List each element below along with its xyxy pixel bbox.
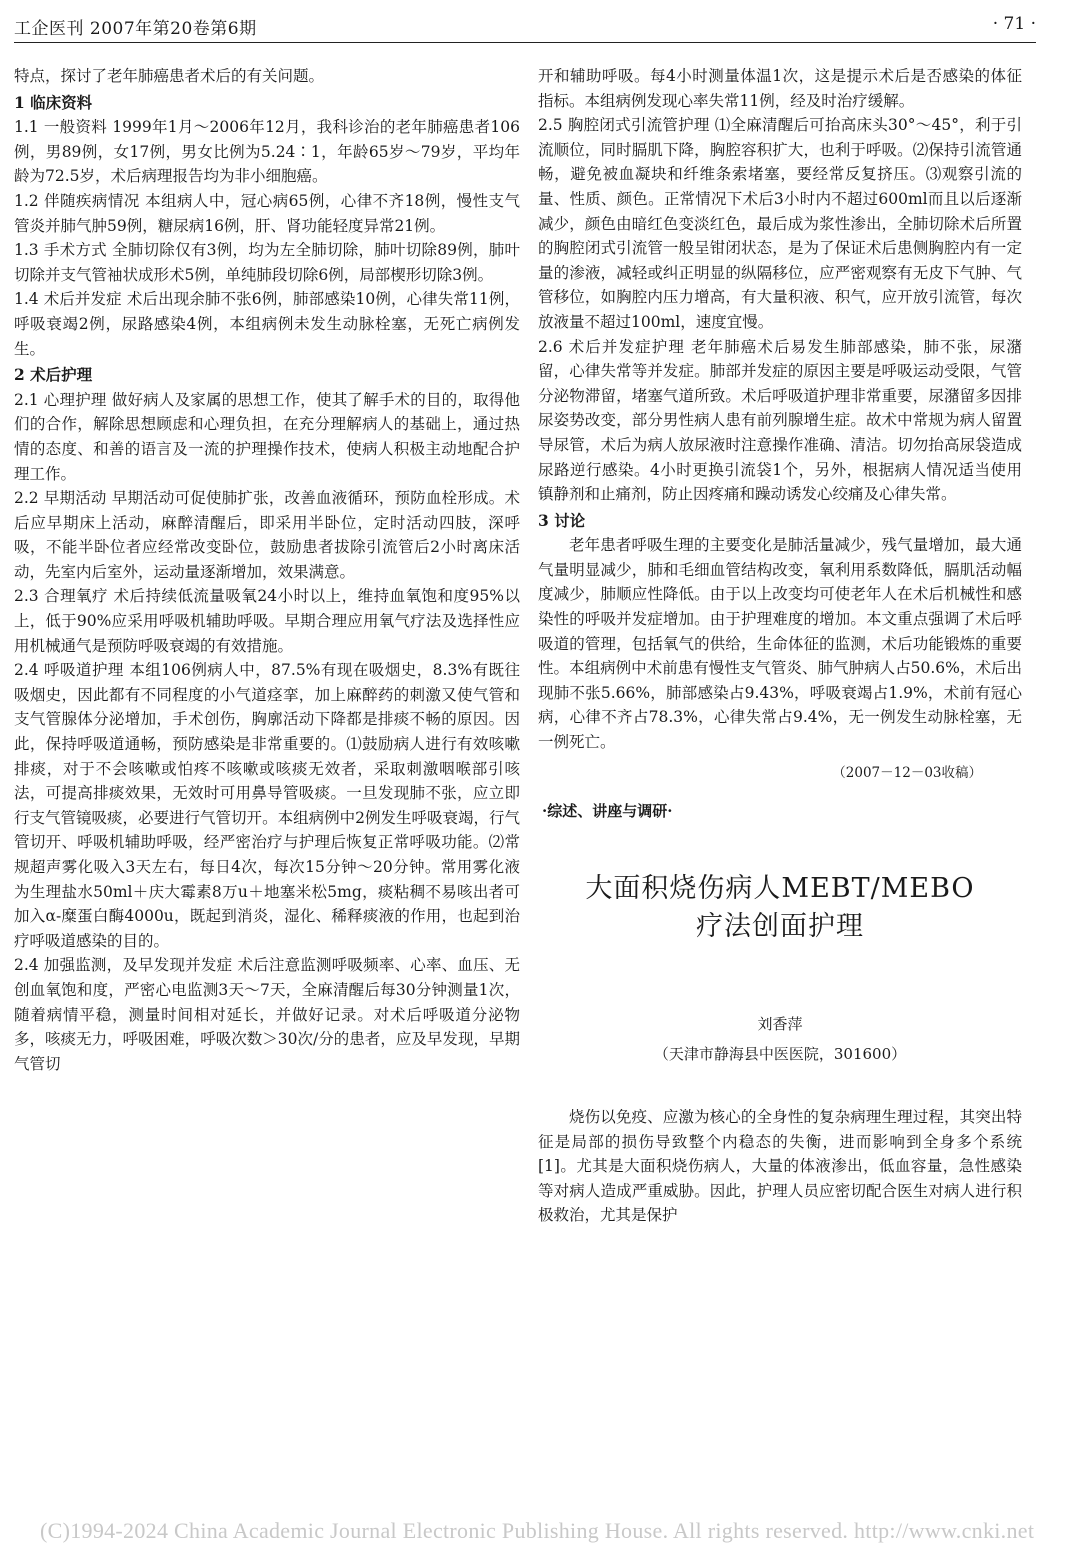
body-paragraph: 开和辅助呼吸。每4小时测量体温1次，这是提示术后是否感染的体征指标。本组病例发现心率失常11例，经及时治疗缓解。 xyxy=(538,67,1022,110)
body-paragraph: 特点，探讨了老年肺癌患者术后的有关问题。 xyxy=(14,67,325,85)
subsection-paragraph xyxy=(14,388,520,486)
subsection-text: ⑴全麻清醒后可抬高床头30°～45°，利于引流顺位，同时膈肌下降，胸腔容积扩大，也利于呼吸。⑵保持引流管通畅，避免被血凝块和纤维条索堵塞，要经常反复挤压。⑶观察引流的量、性质、颜色。正常情况下术后3小时内不超过600ml而且以后逐渐减少，颜色由暗红色变淡红色，最后成为浆性渗出，全肺切除术后所置的胸腔闭式引流管一般呈钳闭状态，是为了保证术后患侧胸腔内有一定量的渗液，减轻或纠正明显的纵隔移位，应严密观察有无皮下气肿、气管移位，如胸腔内压力增高，有大量积液、积气，应开放引流管，每次放液量不超过100ml，速度宜慢。 xyxy=(538,116,1022,331)
left-column xyxy=(14,64,520,1076)
subsection-label: 2.4 加强监测，及早发现并发症 xyxy=(14,956,238,975)
subsection-paragraph xyxy=(14,486,520,584)
header-rule xyxy=(14,42,1036,43)
subsection-label: 2.4 呼吸道护理 xyxy=(14,661,130,680)
subsection-paragraph xyxy=(14,658,520,953)
next-article-title xyxy=(538,870,1022,946)
subsection-label: 1.2 伴随疾病情况 xyxy=(14,191,146,210)
subsection-label: 2.2 早期活动 xyxy=(14,489,112,508)
subsection-paragraph xyxy=(14,953,520,1076)
subsection-text: 术后注意监测呼吸频率、心率、血压、无创血氧饱和度，严密心电监测3天～7天，全麻清醒后每30分钟测量1次，随着病情平稳，测量时间相对延长，并做好记录。对术后呼吸道分泌物多，咳痰无力，呼吸困难，呼吸次数＞30次/分的患者，应及早发现，早期气管切 xyxy=(14,956,520,1073)
body-paragraph: 老年患者呼吸生理的主要变化是肺活量减少，残气量增加，最大通气量明显减少，肺和毛细血管结构改变，氧利用系数降低，膈肌活动幅度减少，肺顺应性降低。由于以上改变均可使老年人在术后机械性和感染性的呼吸并发症增加。由于护理难度的增加。本文重点强调了术后呼吸道的管理，包括氧气的供给，生命体征的监测，术后功能锻炼的重要性。本组病例中术前患有慢性支气管炎、肺气肿病人占50.6%，术后出现肺不张5.66%，肺部感染占9.43%，呼吸衰竭占1.9%，术前有冠心病，心律不齐占78.3%，心律失常占9.4%，无一例发生动脉栓塞，无一例死亡。 xyxy=(538,536,1022,752)
right-column xyxy=(538,64,1022,1228)
section-heading: 3 讨论 xyxy=(538,510,586,530)
subsection-paragraph xyxy=(14,287,520,361)
title-line-2: 疗法创面护理 xyxy=(696,910,864,942)
author-name: 刘香萍 xyxy=(757,1014,803,1033)
subsection-paragraph xyxy=(14,189,520,238)
subsection-paragraph xyxy=(538,335,1022,507)
intro-paragraph: 烧伤以免疫、应激为核心的全身性的复杂病理生理过程，其突出特征是局部的损伤导致整个内稳态的失衡，进而影响到全身多个系统[1]。尤其是大面积烧伤病人，大量的体液渗出，低血容量，急性感染等对病人造成严重威胁。因此，护理人员应密切配合医生对病人进行积极救治，尤其是保护 xyxy=(538,1108,1022,1225)
subsection-label: 1.3 手术方式 xyxy=(14,241,113,260)
subsection-text: 老年肺癌术后易发生肺部感染，肺不张，尿潴留，心律失常等并发症。肺部并发症的原因主要是呼吸运动受限，气管分泌物滞留，堵塞气道所致。术后呼吸道护理非常重要，尿潴留多因排尿姿势改变，部分男性病人患有前列腺增生症。故术中常规为病人留置导尿管，术后为病人放尿液时注意操作准确、清洁。切勿抬高尿袋造成尿路逆行感染。4小时更换引流袋1个，另外，根据病人情况适当使用镇静剂和止痛剂，防止因疼痛和躁动诱发心绞痛及心律失常。 xyxy=(538,337,1022,504)
running-header xyxy=(14,14,1036,42)
right-column-body xyxy=(538,64,1022,755)
subsection-text: 早期活动可促使肺扩张，改善血液循环，预防血栓形成。术后应早期床上活动，麻醉清醒后，即采用半卧位，定时活动四肢，深呼吸，不能半卧位者应经常改变卧位，鼓励患者拔除引流管后2小时离床活动，先室内后室外，运动量逐渐增加，效果满意。 xyxy=(14,489,520,581)
received-date: （2007－12－03收稿） xyxy=(832,764,982,781)
title-line-1: 大面积烧伤病人MEBT/MEBO xyxy=(585,872,975,904)
subsection-text: 做好病人及家属的思想工作，使其了解手术的目的，取得他们的合作，解除思想顾虑和心理负担，在充分理解病人的基础上，通过热情的态度、和善的语言及一流的护理操作技术，使病人积极主动地配合护理工作。 xyxy=(14,390,520,483)
subsection-paragraph xyxy=(14,584,520,658)
subsection-text: 术后出现余肺不张6例，肺部感染10例，心律失常11例，呼吸衰竭2例，尿路感染4例，本组病例未发生动脉栓塞，无死亡病例发生。 xyxy=(14,290,520,358)
subsection-label: 1.4 术后并发症 xyxy=(14,290,127,309)
subsection-text: 本组106例病人中，87.5%有现在吸烟史，8.3%有既往吸烟史，因此都有不同程度的小气道痉挛，加上麻醉药的刺激又使气管和支气管腺体分泌增加，手术创伤，胸廓活动下降都是排痰不畅的原因。因此，保持呼吸道通畅，预防感染是非常重要的。⑴鼓励病人进行有效咳嗽排痰，对于不会咳嗽或怕疼不咳嗽或咳痰无效者，采取刺激咽喉部引咳法，可提高排痰效果，无效时可用鼻导管吸痰。一旦发现肺不张，应立即行支气管镜吸痰，必要进行气管切开。本组病例中2例发生呼吸衰竭，行气管切开、呼吸机辅助呼吸，经严密治疗与护理后恢复正常呼吸功能。⑵常规超声雾化吸入3天左右，每日4次，每次15分钟～20分钟。常用雾化液为生理盐水50ml＋庆大霉素8万u＋地塞米松5mg，痰粘稠不易咳出者可加入α-糜蛋白酶4000u，既起到消炎，湿化、稀释痰液的作用，也起到治疗呼吸道感染的目的。 xyxy=(14,661,520,950)
subsection-paragraph xyxy=(14,238,520,287)
subsection-paragraph xyxy=(14,115,520,189)
journal-citation: 工企医刊 2007年第20卷第6期 xyxy=(14,19,257,39)
subsection-label: 2.6 术后并发症护理 xyxy=(538,337,691,356)
section-tag: ·综述、讲座与调研· xyxy=(542,802,673,821)
subsection-label: 2.3 合理氧疗 xyxy=(14,587,114,606)
page-number: · 71 · xyxy=(992,14,1036,34)
subsection-text: 全肺切除仅有3例，均为左全肺切除，肺叶切除89例，肺叶切除并支气管袖状成形术5例，单纯肺段切除6例，局部楔形切除3例。 xyxy=(14,241,520,284)
subsection-text: 本组病人中，冠心病65例，心律不齐18例，慢性支气管炎并肺气肿59例，糖尿病16例，肝、肾功能轻度异常21例。 xyxy=(14,191,520,235)
subsection-label: 1.1 一般资料 xyxy=(14,118,113,137)
subsection-text: 1999年1月～2006年12月，我科诊治的老年肺癌患者106例，男89例，女17例，男女比例为5.24∶1，年龄65岁～79岁，平均年龄为72.5岁，术后病理报告均为非小细胞癌。 xyxy=(14,118,520,186)
subsection-text: 术后持续低流量吸氧24小时以上，维持血氧饱和度95%以上，低于90%应采用呼吸机辅助呼吸。早期合理应用氧气疗法及选择性应用机械通气是预防呼吸衰竭的有效措施。 xyxy=(14,587,520,655)
section-heading: 2 术后护理 xyxy=(14,365,93,385)
subsection-label: 2.1 心理护理 xyxy=(14,390,112,409)
subsection-label: 2.5 胸腔闭式引流管护理 xyxy=(538,116,715,135)
section-heading: 1 临床资料 xyxy=(14,92,93,112)
copyright-watermark: (C)1994-2024 China Academic Journal Electronic Publishing House. All rights reserved. http://www.cnki.net xyxy=(40,1518,1035,1543)
author-affiliation: （天津市静海县中医医院，301600） xyxy=(653,1045,907,1064)
subsection-paragraph xyxy=(538,113,1022,334)
